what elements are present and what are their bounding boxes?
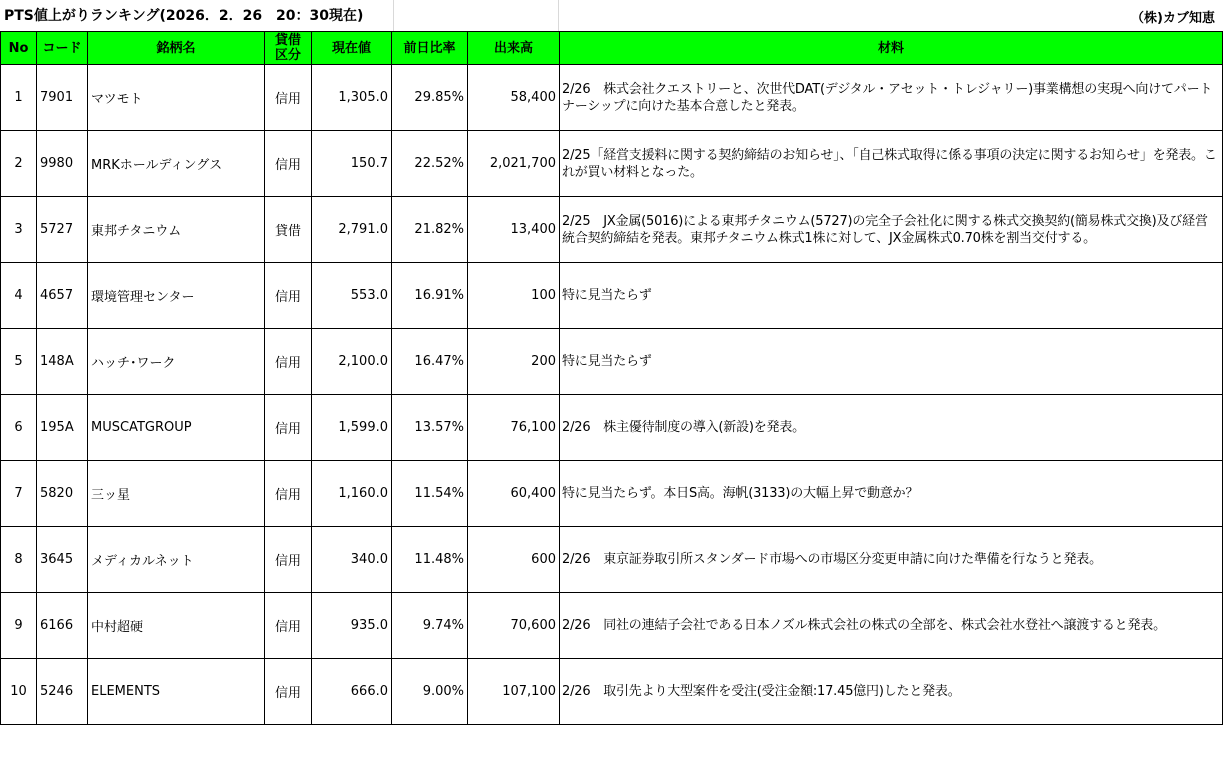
- header-row: [1, 32, 1223, 65]
- table-row: [1, 461, 1223, 527]
- cell-name: MUSCATGROUP: [88, 395, 265, 461]
- cell-ratio: 11.54%: [392, 461, 468, 527]
- cell-kashi: 信用: [265, 527, 312, 593]
- cell-material: 2/25 JX金属(5016)による東邦チタニウム(5727)の完全子会社化に関する株式交換契約(簡易株式交換)及び経営統合契約締結を発表。東邦チタニウム株式1株に対して、JX金属株式0.70株を割当交付する。: [560, 197, 1223, 263]
- cell-no: 5: [1, 329, 37, 395]
- col-header-volume: 出来高: [468, 32, 560, 65]
- cell-volume: 100: [468, 263, 560, 329]
- table-row: [1, 527, 1223, 593]
- cell-code: 148A: [37, 329, 88, 395]
- cell-price: 553.0: [312, 263, 392, 329]
- cell-name: ハッチ･ワーク: [88, 329, 265, 395]
- table-row: [1, 329, 1223, 395]
- cell-code: 5727: [37, 197, 88, 263]
- table-row: [1, 197, 1223, 263]
- cell-code: 9980: [37, 131, 88, 197]
- cell-name: MRKホールディングス: [88, 131, 265, 197]
- cell-no: 9: [1, 593, 37, 659]
- col-header-kashi-label: 貸借区分: [274, 33, 301, 63]
- table-row: [1, 395, 1223, 461]
- cell-volume: 70,600: [468, 593, 560, 659]
- cell-material: 2/26 株主優待制度の導入(新設)を発表。: [560, 395, 1223, 461]
- cell-code: 5820: [37, 461, 88, 527]
- cell-price: 150.7: [312, 131, 392, 197]
- cell-price: 2,100.0: [312, 329, 392, 395]
- cell-volume: 60,400: [468, 461, 560, 527]
- table-row: [1, 131, 1223, 197]
- cell-volume: 76,100: [468, 395, 560, 461]
- cell-material: 特に見当たらず: [560, 263, 1223, 329]
- ranking-table: [0, 31, 1223, 725]
- cell-volume: 13,400: [468, 197, 560, 263]
- cell-kashi: 信用: [265, 593, 312, 659]
- cell-volume: 600: [468, 527, 560, 593]
- cell-material: 特に見当たらず。本日S高。海帆(3133)の大幅上昇で動意か？: [560, 461, 1223, 527]
- cell-name: マツモト: [88, 65, 265, 131]
- cell-divider: [558, 0, 559, 31]
- cell-kashi: 信用: [265, 131, 312, 197]
- company-name: （株)カブ知恵: [1131, 11, 1215, 26]
- cell-ratio: 16.47%: [392, 329, 468, 395]
- cell-ratio: 13.57%: [392, 395, 468, 461]
- cell-volume: 58,400: [468, 65, 560, 131]
- cell-volume: 107,100: [468, 659, 560, 725]
- cell-code: 4657: [37, 263, 88, 329]
- title-bar: [0, 0, 1223, 31]
- cell-code: 3645: [37, 527, 88, 593]
- table-row: [1, 659, 1223, 725]
- cell-kashi: 貸借: [265, 197, 312, 263]
- cell-no: 8: [1, 527, 37, 593]
- cell-material: 特に見当たらず: [560, 329, 1223, 395]
- cell-no: 10: [1, 659, 37, 725]
- cell-no: 3: [1, 197, 37, 263]
- cell-material: 2/26 株式会社クエストリーと、次世代DAT(デジタル・アセット・トレジャリー)事業構想の実現へ向けてパートナーシップに向けた基本合意したと発表。: [560, 65, 1223, 131]
- table-row: [1, 593, 1223, 659]
- cell-no: 6: [1, 395, 37, 461]
- cell-ratio: 21.82%: [392, 197, 468, 263]
- table-row: [1, 65, 1223, 131]
- cell-kashi: 信用: [265, 461, 312, 527]
- cell-price: 2,791.0: [312, 197, 392, 263]
- table-row: [1, 263, 1223, 329]
- cell-volume: 2,021,700: [468, 131, 560, 197]
- col-header-ratio: 前日比率: [392, 32, 468, 65]
- cell-code: 195A: [37, 395, 88, 461]
- cell-price: 1,160.0: [312, 461, 392, 527]
- cell-material: 2/26 同社の連結子会社である日本ノズル株式会社の株式の全部を、株式会社水登社へ譲渡すると発表。: [560, 593, 1223, 659]
- cell-divider: [393, 0, 394, 31]
- cell-kashi: 信用: [265, 65, 312, 131]
- cell-price: 1,599.0: [312, 395, 392, 461]
- cell-volume: 200: [468, 329, 560, 395]
- cell-name: 東邦チタニウム: [88, 197, 265, 263]
- cell-kashi: 信用: [265, 659, 312, 725]
- cell-material: 2/26 東京証券取引所スタンダード市場への市場区分変更申請に向けた準備を行なうと発表。: [560, 527, 1223, 593]
- cell-name: 三ッ星: [88, 461, 265, 527]
- cell-name: 環境管理センター: [88, 263, 265, 329]
- cell-no: 2: [1, 131, 37, 197]
- cell-name: ELEMENTS: [88, 659, 265, 725]
- col-header-price: 現在値: [312, 32, 392, 65]
- cell-code: 7901: [37, 65, 88, 131]
- cell-price: 666.0: [312, 659, 392, 725]
- cell-no: 1: [1, 65, 37, 131]
- col-header-kashi: [265, 32, 312, 65]
- page-title: PTS値上がりランキング(2026．2．26 20：30現在): [4, 8, 364, 24]
- cell-price: 340.0: [312, 527, 392, 593]
- cell-kashi: 信用: [265, 329, 312, 395]
- cell-ratio: 9.74%: [392, 593, 468, 659]
- cell-code: 6166: [37, 593, 88, 659]
- col-header-no: No: [1, 32, 37, 65]
- cell-ratio: 9.00%: [392, 659, 468, 725]
- cell-ratio: 11.48%: [392, 527, 468, 593]
- col-header-name: 銘柄名: [88, 32, 265, 65]
- cell-material: 2/26 取引先より大型案件を受注(受注金額:17.45億円)したと発表。: [560, 659, 1223, 725]
- cell-price: 935.0: [312, 593, 392, 659]
- cell-no: 7: [1, 461, 37, 527]
- cell-ratio: 16.91%: [392, 263, 468, 329]
- cell-material: 2/25「経営支援料に関する契約締結のお知らせ」、「自己株式取得に係る事項の決定に関するお知らせ」を発表。これが買い材料となった。: [560, 131, 1223, 197]
- cell-kashi: 信用: [265, 395, 312, 461]
- cell-kashi: 信用: [265, 263, 312, 329]
- cell-ratio: 22.52%: [392, 131, 468, 197]
- cell-code: 5246: [37, 659, 88, 725]
- cell-name: 中村超硬: [88, 593, 265, 659]
- cell-name: メディカルネット: [88, 527, 265, 593]
- cell-ratio: 29.85%: [392, 65, 468, 131]
- col-header-material: 材料: [560, 32, 1223, 65]
- cell-no: 4: [1, 263, 37, 329]
- cell-price: 1,305.0: [312, 65, 392, 131]
- col-header-code: コード: [37, 32, 88, 65]
